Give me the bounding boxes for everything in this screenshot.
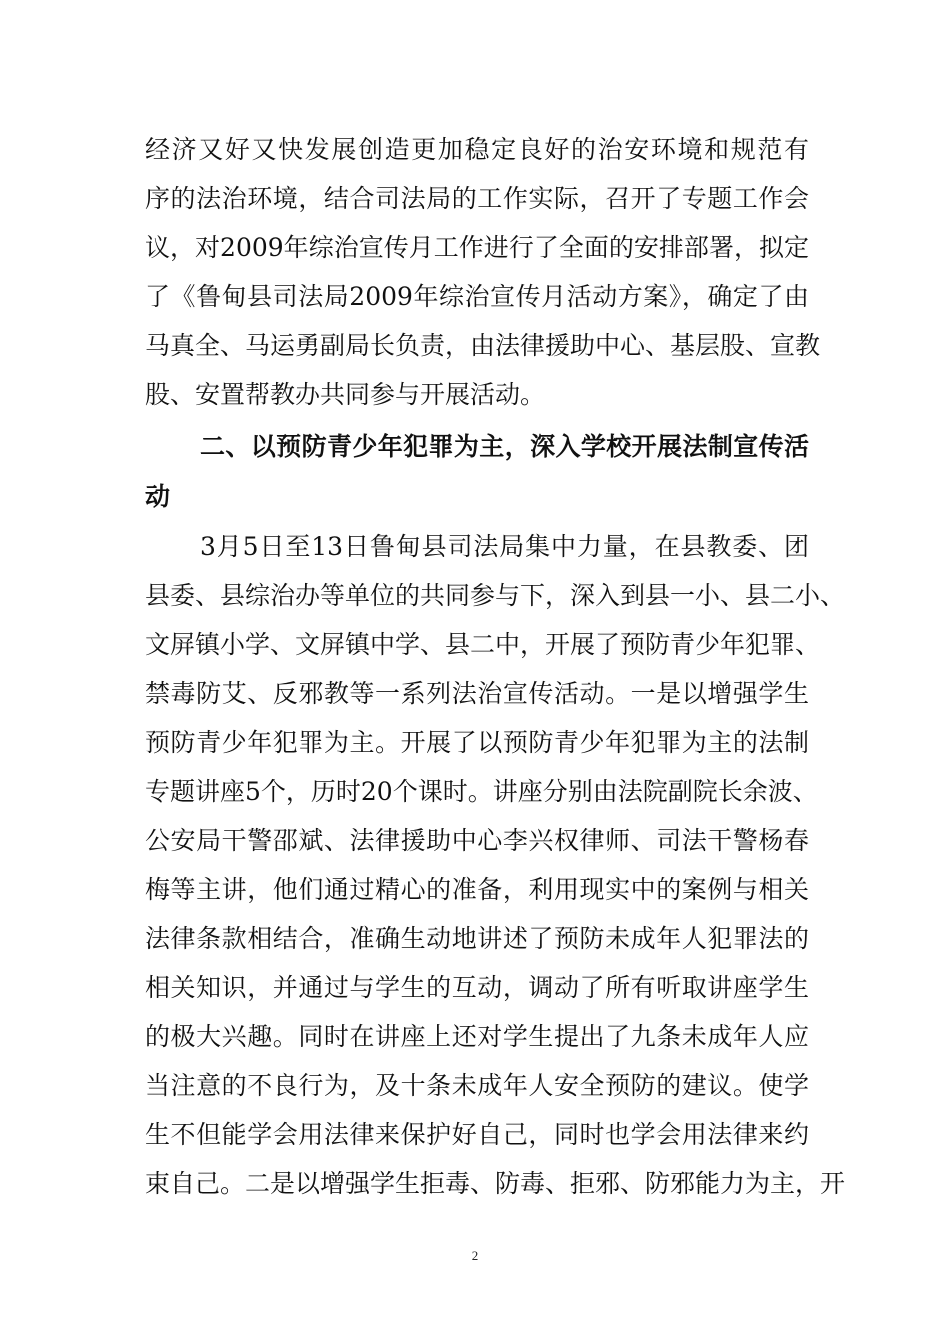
paragraph-2-line-10: 相关知识，并通过与学生的互动，调动了所有听取讲座学生	[145, 973, 809, 1002]
paragraph-2-line-2: 县委、县综治办等单位的共同参与下，深入到县一小、县二小、	[145, 581, 846, 610]
paragraph-2-line-12: 当注意的不良行为，及十条未成年人安全预防的建议。使学	[145, 1071, 809, 1100]
paragraph-1-line-1: 经济又好又快发展创造更加稳定良好的治安环境和规范有	[145, 135, 809, 164]
paragraph-1-line-4: 了《鲁甸县司法局2009年综治宣传月活动方案》，确定了由	[145, 282, 809, 311]
paragraph-2-line-9: 法律条款相结合，准确生动地讲述了预防未成年人犯罪法的	[145, 924, 809, 953]
paragraph-1-line-2: 序的法治环境，结合司法局的工作实际，召开了专题工作会	[145, 184, 809, 213]
paragraph-2-line-1: 3月5日至13日鲁甸县司法局集中力量，在县教委、团	[200, 532, 809, 561]
page-number: 2	[471, 1248, 479, 1263]
paragraph-2-line-5: 预防青少年犯罪为主。开展了以预防青少年犯罪为主的法制	[145, 728, 809, 757]
section-heading-2-line-2: 动	[145, 482, 171, 511]
paragraph-2-line-11: 的极大兴趣。同时在讲座上还对学生提出了九条未成年人应	[145, 1022, 809, 1051]
paragraph-2-line-7: 公安局干警邵斌、法律援助中心李兴权律师、司法干警杨春	[145, 826, 809, 855]
section-heading-2-line-1: 二、以预防青少年犯罪为主，深入学校开展法制宣传活	[200, 432, 809, 461]
paragraph-2-line-3: 文屏镇小学、文屏镇中学、县二中，开展了预防青少年犯罪、	[145, 630, 821, 659]
paragraph-1-line-5: 马真全、马运勇副局长负责，由法律援助中心、基层股、宣教	[145, 331, 821, 360]
paragraph-2-line-8: 梅等主讲，他们通过精心的准备，利用现实中的案例与相关	[145, 875, 809, 904]
paragraph-2-line-4: 禁毒防艾、反邪教等一系列法治宣传活动。一是以增强学生	[145, 679, 809, 708]
paragraph-1-line-3: 议，对2009年综治宣传月工作进行了全面的安排部署，拟定	[145, 233, 809, 262]
paragraph-1-line-6: 股、安置帮教办共同参与开展活动。	[145, 380, 546, 409]
paragraph-2-line-6: 专题讲座5个，历时20个课时。讲座分别由法院副院长余波、	[145, 777, 818, 806]
paragraph-2-line-13: 生不但能学会用法律来保护好自己，同时也学会用法律来约	[145, 1120, 809, 1149]
paragraph-2-line-14: 束自己。二是以增强学生拒毒、防毒、拒邪、防邪能力为主，开	[145, 1169, 846, 1198]
